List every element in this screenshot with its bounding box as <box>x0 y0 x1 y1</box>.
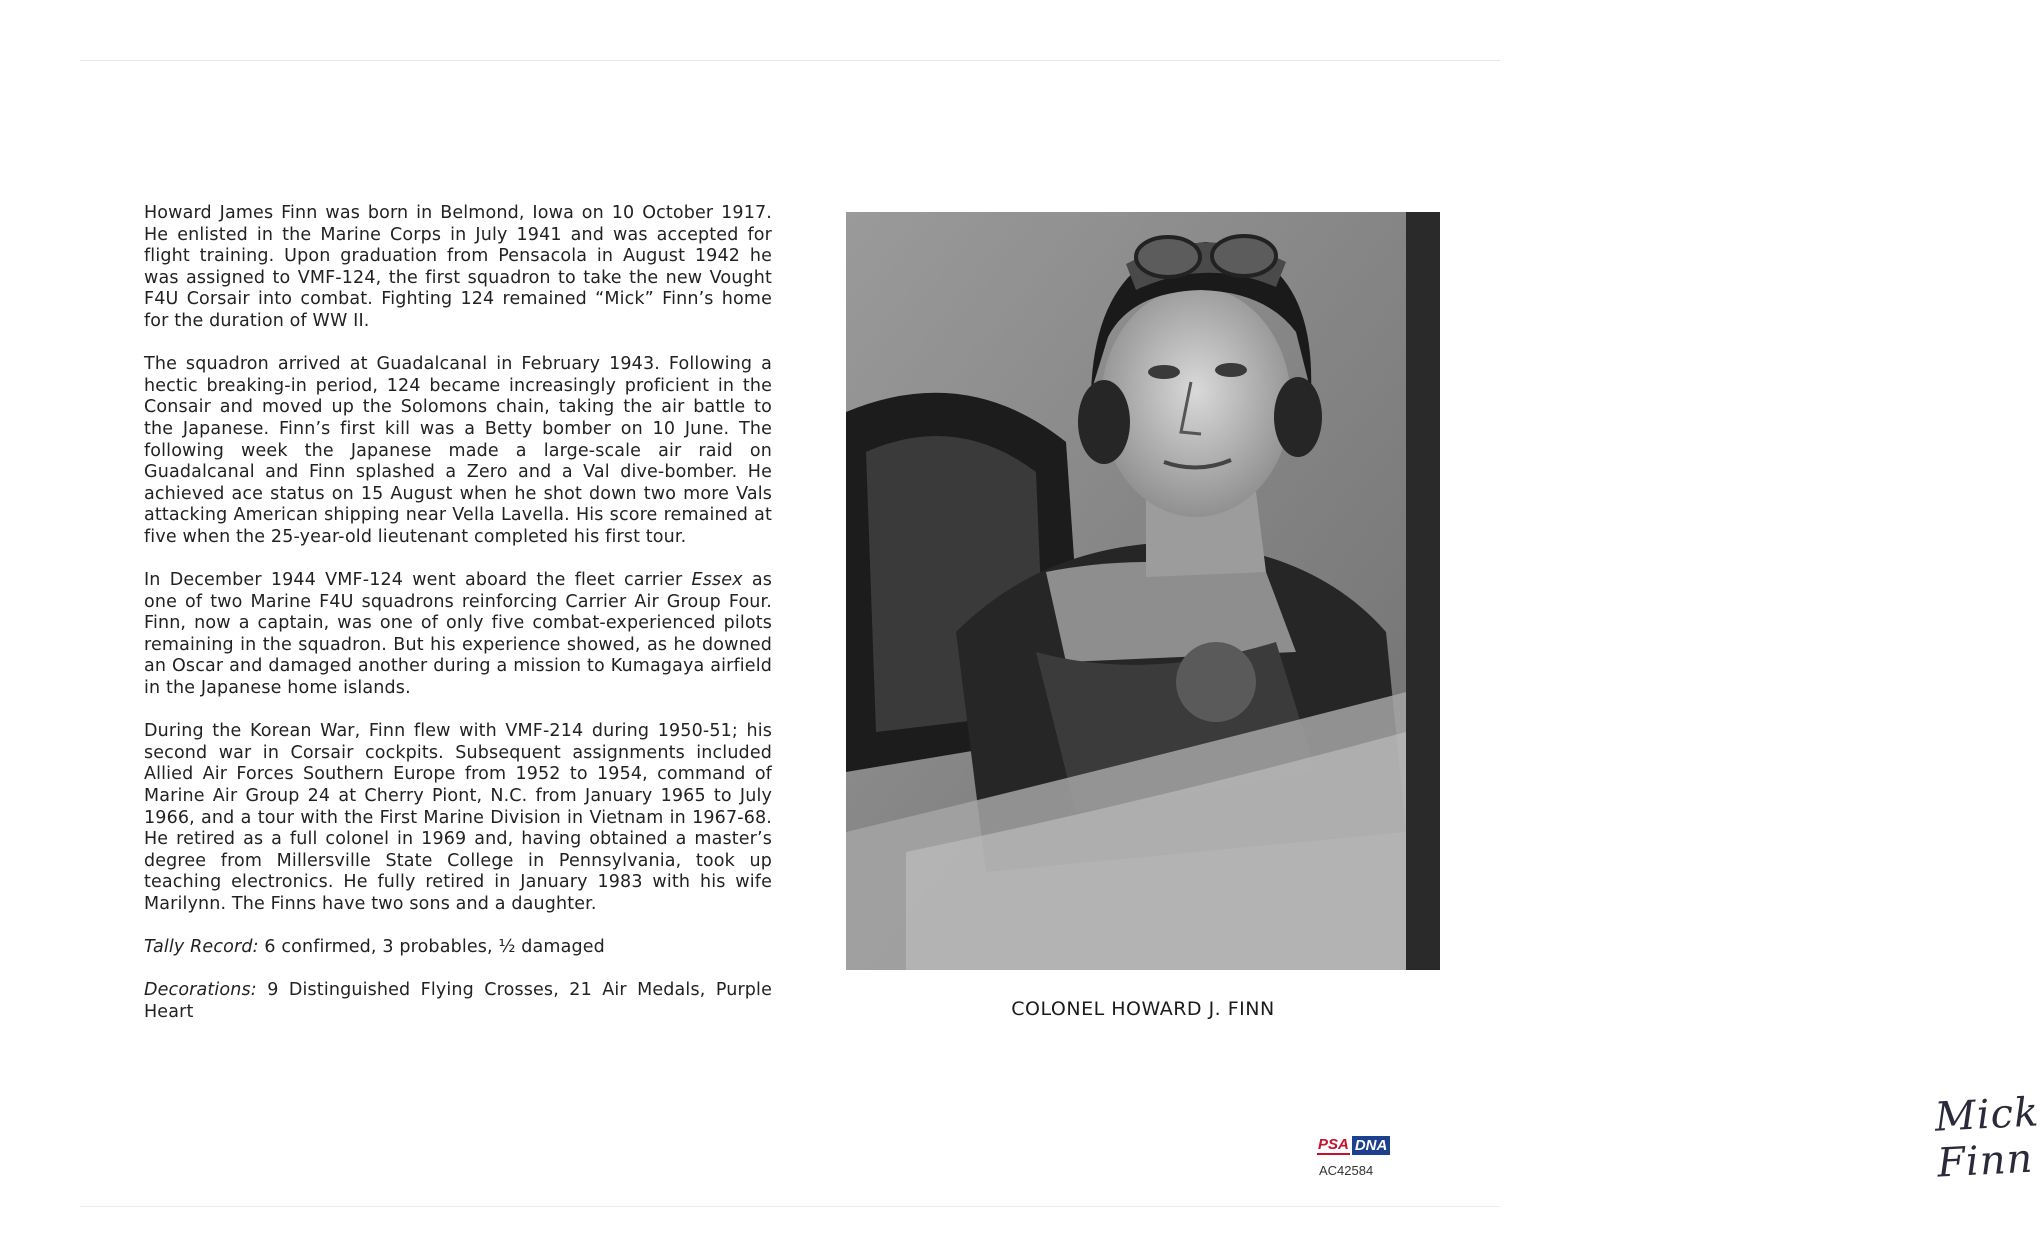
pilot-photo-illustration <box>846 212 1440 970</box>
top-edge-line <box>80 60 1500 61</box>
dna-logo-text: DNA <box>1352 1136 1391 1155</box>
decorations <box>144 980 772 1023</box>
biography-text <box>144 203 772 1024</box>
bio-paragraph-3-end: as one of two Marine F4U squadrons reinforcing Carrier Air Group Four. Finn, now a captain, was one of only five combat-experienced pilots remaining in the squadron. But his experience showed, as he downed an Oscar and damaged another during a mission to Kumagaya airfield in the Japanese home islands. <box>144 570 772 699</box>
psa-logo-text: PSA <box>1318 1135 1349 1153</box>
bottom-edge-line <box>80 1206 1500 1207</box>
bio-paragraph-3 <box>144 570 772 700</box>
autograph-signature: Mick Finn <box>1933 1089 2041 1187</box>
decorations-value: 9 Distinguished Flying Crosses, 21 Air Medals, Purple Heart <box>144 980 772 1022</box>
decorations-label: Decorations: <box>144 980 257 1001</box>
tally-record-value: 6 confirmed, 3 probables, ½ damaged <box>258 937 605 958</box>
photo-caption: COLONEL HOWARD J. FINN <box>1011 998 1275 1020</box>
psa-dna-logo <box>1317 1134 1390 1156</box>
tally-record-label: Tally Record: <box>144 937 259 958</box>
bio-paragraph-1: Howard James Finn was born in Belmond, Iowa on 10 October 1917. He enlisted in the Marine Corps in July 1941 and was accepted for flight training. Upon graduation from Pensacola in August 1942 he was assigned to VMF-124, the first squadron to take the new Vought F4U Corsair into combat. Fighting 124 remained “Mick” Finn’s home for the duration of WW II. <box>144 203 772 331</box>
bio-paragraph-3-start: In December 1944 VMF-124 went aboard the fleet carrier <box>144 570 692 591</box>
authentication-code: AC42584 <box>1319 1163 1374 1178</box>
bio-paragraph-2: The squadron arrived at Guadalcanal in February 1943. Following a hectic breaking-in period, 124 became increasingly proficient in the Consair and moved up the Solomons chain, taking the air battle to the Japanese. Finn’s first kill was a Betty bomber on 10 June. The following week the Japanese made a large-scale air raid on Guadalcanal and Finn splashed a Zero and a Val dive-bomber. He achieved ace status on 15 August when he shot down two more Vals attacking American shipping near Vella Lavella. His score remained at five when the 25-year-old lieutenant completed his first tour. <box>144 354 772 547</box>
ship-name: Essex <box>691 570 743 591</box>
bio-paragraph-4: During the Korean War, Finn flew with VMF-214 during 1950-51; his second war in Corsair cockpits. Subsequent assignments included Allied Air Forces Southern Europe from 1952 to 1954, command of Marine Air Group 24 at Cherry Piont, N.C. from January 1965 to July 1966, and a tour with the First Marine Division in Vietnam in 1967-68. He retired as a full colonel in 1969 and, having obtained a master’s degree from Millersville State College in Pennsylvania, took up teaching electronics. He fully retired in January 1983 with his wife Marilynn. The Finns have two sons and a daughter. <box>144 721 772 914</box>
tally-record <box>144 937 772 959</box>
